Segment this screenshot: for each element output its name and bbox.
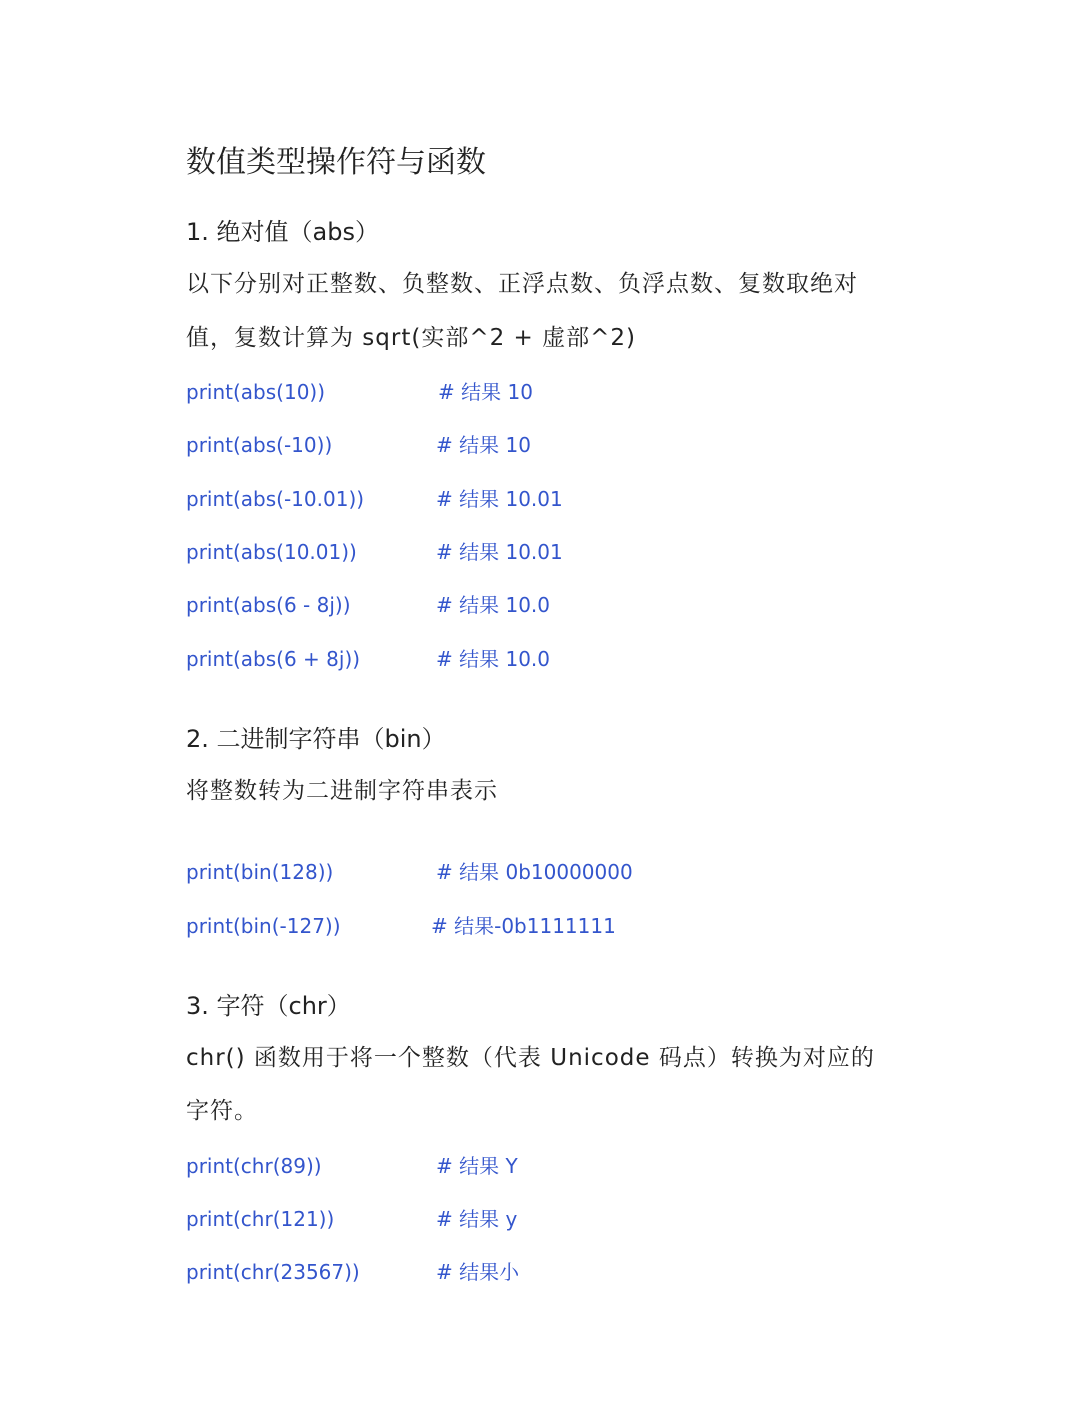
code-line [186,378,906,406]
section-heading-abs: 1. 绝对值（abs） [186,218,379,246]
code-comment: # 结果 10 [436,433,531,457]
code-line [186,591,906,619]
code-line [186,485,906,513]
code-statement: print(abs(6 + 8j)) [186,647,361,671]
code-comment: # 结果 10.0 [436,647,551,671]
code-statement: print(abs(6 - 8j)) [186,593,351,617]
code-comment: # 结果 10.0 [436,593,551,617]
code-comment: # 结果小 [436,1260,520,1284]
code-statement: print(abs(-10.01)) [186,487,365,511]
code-comment: # 结果 y [436,1207,518,1231]
code-comment: # 结果 0b10000000 [436,860,633,884]
code-line [186,431,906,459]
code-line [186,1258,906,1286]
code-line [186,1205,906,1233]
code-line [186,645,906,673]
section-description-abs-line2: 值，复数计算为 sqrt(实部^2 + 虚部^2) [186,325,637,351]
section-description-chr-line1: chr() 函数用于将一个整数（代表 Unicode 码点）转换为对应的 [186,1045,875,1071]
code-statement: print(bin(128)) [186,860,334,884]
code-comment: # 结果 10.01 [436,540,563,564]
section-description-bin: 将整数转为二进制字符串表示 [186,778,498,804]
section-description-chr-line2: 字符。 [186,1098,258,1124]
code-statement: print(abs(10.01)) [186,540,357,564]
code-line [186,538,906,566]
code-line [186,1152,906,1180]
code-line [186,858,906,886]
code-statement: print(chr(23567)) [186,1260,360,1284]
section-description-abs-line1: 以下分别对正整数、负整数、正浮点数、负浮点数、复数取绝对 [186,271,858,297]
code-statement: print(bin(-127)) [186,914,341,938]
code-comment: # 结果 10.01 [436,487,563,511]
code-comment: # 结果 Y [436,1154,518,1178]
page-title: 数值类型操作符与函数 [186,145,486,180]
section-heading-bin: 2. 二进制字符串（bin） [186,725,446,753]
code-statement: print(chr(89)) [186,1154,322,1178]
code-statement: print(abs(-10)) [186,433,333,457]
code-comment: # 结果-0b1111111 [431,914,616,938]
section-heading-chr: 3. 字符（chr） [186,992,351,1020]
code-comment: # 结果 10 [438,380,533,404]
code-line [186,912,906,940]
code-statement: print(chr(121)) [186,1207,335,1231]
code-statement: print(abs(10)) [186,380,326,404]
